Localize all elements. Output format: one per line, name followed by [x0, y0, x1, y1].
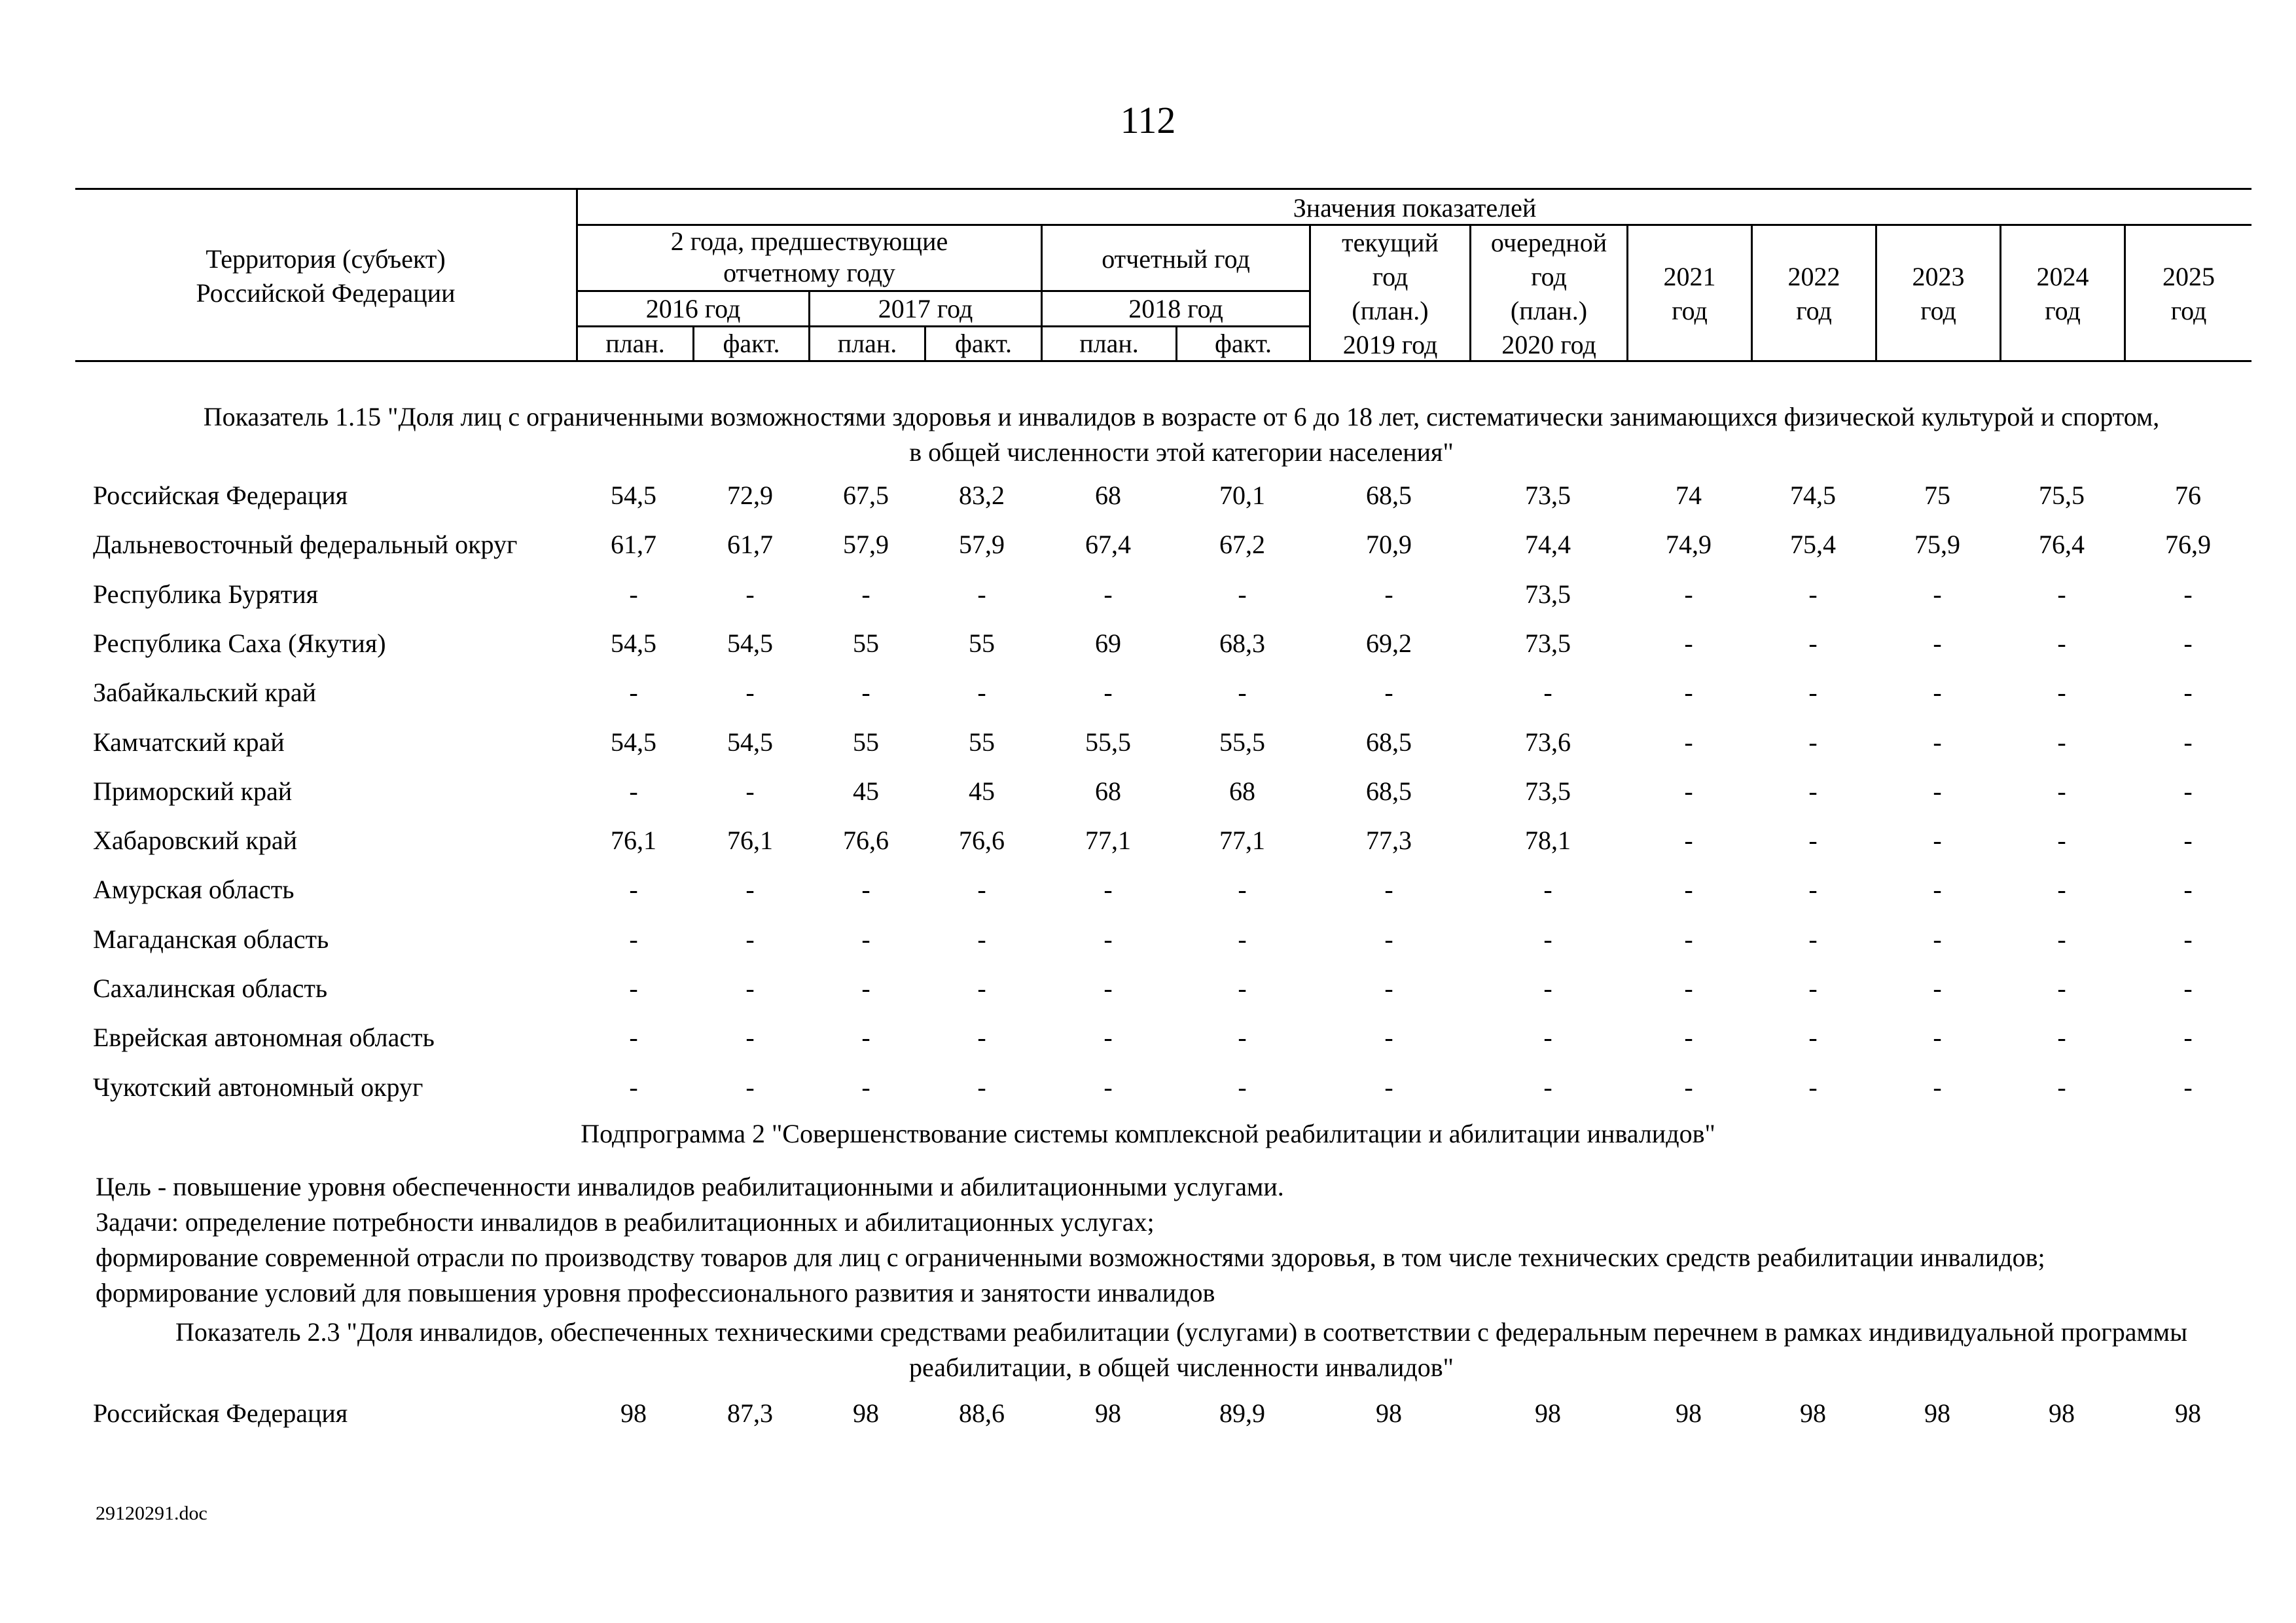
value-cell: - [861, 875, 870, 905]
value-cell: 98 [2175, 1398, 2201, 1428]
value-cell: - [2183, 826, 2193, 856]
value-cell: - [1238, 678, 1247, 708]
fact-label: факт. [723, 329, 780, 358]
next-year-line: очередной [1490, 228, 1607, 257]
value-cell: - [977, 678, 986, 708]
value-cell: - [2057, 678, 2066, 708]
value-cell: - [2057, 826, 2066, 856]
value-cell: - [2057, 1072, 2066, 1102]
value-cell: - [2057, 579, 2066, 609]
value-cell: - [745, 974, 755, 1003]
value-cell: 73,5 [1525, 776, 1571, 806]
value-cell: - [861, 974, 870, 1003]
year-2016-label: 2016 год [645, 294, 741, 323]
year-number: 2023 [1912, 262, 1965, 291]
value-cell: - [2057, 875, 2066, 905]
indicator-title-line: в общей численности этой категории населения" [909, 437, 1454, 467]
value-cell: - [1933, 875, 1942, 905]
value-cell: - [1808, 974, 1818, 1003]
value-cell: - [1808, 628, 1818, 658]
value-cell: - [1808, 776, 1818, 806]
table-row [0, 1022, 2296, 1061]
value-cell: 55 [853, 727, 879, 757]
value-cell: 89,9 [1219, 1398, 1265, 1428]
value-cell: - [861, 924, 870, 954]
value-cell: 98 [853, 1398, 879, 1428]
value-cell: 67,2 [1219, 530, 1265, 560]
table-row [0, 1398, 2296, 1437]
page-number: 112 [1120, 99, 1176, 141]
value-cell: 68,5 [1366, 776, 1412, 806]
value-cell: - [2183, 924, 2193, 954]
value-cell: - [745, 1072, 755, 1102]
table-row [0, 1072, 2296, 1111]
value-cell: - [1384, 1072, 1393, 1102]
region-name: Республика Саха (Якутия) [93, 628, 386, 658]
value-cell: - [1808, 1023, 1818, 1053]
subprogram-goals [96, 1169, 2045, 1311]
value-cell: - [861, 579, 870, 609]
value-cell: - [2183, 875, 2193, 905]
value-cell: - [2057, 776, 2066, 806]
value-cell: - [1103, 579, 1113, 609]
table-row [0, 480, 2296, 519]
value-cell: 57,9 [843, 530, 889, 560]
value-cell: 75,4 [1790, 530, 1836, 560]
value-cell: 77,1 [1219, 826, 1265, 856]
indicator-title-line: реабилитации, в общей численности инвалидов" [909, 1353, 1454, 1382]
value-cell: - [1103, 1023, 1113, 1053]
value-cell: - [1543, 1072, 1552, 1102]
value-cell: - [2183, 678, 2193, 708]
value-cell: 98 [1535, 1398, 1561, 1428]
value-cell: 75 [1924, 481, 1950, 510]
value-cell: 76,1 [727, 826, 773, 856]
value-cell: 69 [1095, 628, 1121, 658]
value-cell: 45 [853, 776, 879, 806]
value-cell: 76,6 [843, 826, 889, 856]
table-row [0, 973, 2296, 1012]
value-cell: - [1933, 1023, 1942, 1053]
value-cell: - [2057, 1023, 2066, 1053]
table-row [0, 529, 2296, 568]
value-cell: 55,5 [1085, 727, 1131, 757]
value-cell: - [1384, 579, 1393, 609]
next-year-label [1471, 226, 1626, 362]
indicator-1-15-title [79, 399, 2284, 470]
value-cell: - [1933, 924, 1942, 954]
table-row [0, 924, 2296, 963]
year-2025-label [2126, 260, 2251, 328]
value-cell: - [977, 875, 986, 905]
value-cell: 77,1 [1085, 826, 1131, 856]
value-cell: 55 [969, 628, 995, 658]
value-cell: 74,4 [1525, 530, 1571, 560]
value-cell: 78,1 [1525, 826, 1571, 856]
value-cell: 87,3 [727, 1398, 773, 1428]
value-cell: 98 [1095, 1398, 1121, 1428]
value-cell: 74,9 [1666, 530, 1712, 560]
value-cell: - [1384, 1023, 1393, 1053]
value-cell: 75,9 [1914, 530, 1960, 560]
value-cell: 68,5 [1366, 727, 1412, 757]
year-word: год [2170, 296, 2207, 325]
value-cell: 68,3 [1219, 628, 1265, 658]
year-2024-label [2001, 260, 2124, 328]
two-years-line: отчетному году [723, 258, 895, 287]
value-cell: - [745, 924, 755, 954]
value-cell: 98 [1376, 1398, 1402, 1428]
indicator-title-line: Показатель 1.15 "Доля лиц с ограниченными возможностями здоровья и инвалидов в возрасте от 6 до 18 лет, систематически занимающихся физической культурой и спортом, [203, 402, 2160, 431]
value-cell: - [1933, 974, 1942, 1003]
year-word: год [1796, 296, 1832, 325]
value-cell: - [745, 1023, 755, 1053]
region-name: Чукотский автономный округ [93, 1072, 423, 1102]
value-cell: 88,6 [959, 1398, 1005, 1428]
value-cell: - [1808, 727, 1818, 757]
year-number: 2022 [1787, 262, 1840, 291]
value-cell: 68 [1095, 481, 1121, 510]
value-cell: - [2183, 776, 2193, 806]
value-cell: - [2183, 727, 2193, 757]
value-cell: - [629, 974, 638, 1003]
value-cell: - [1684, 678, 1693, 708]
year-word: год [1672, 296, 1708, 325]
value-cell: - [1103, 924, 1113, 954]
year-number: 2025 [2162, 262, 2215, 291]
value-cell: - [977, 1023, 986, 1053]
value-cell: - [1543, 1023, 1552, 1053]
current-year-line: (план.) [1352, 296, 1429, 325]
year-word: год [2045, 296, 2081, 325]
value-cell: - [629, 924, 638, 954]
plan-label: план. [837, 329, 897, 358]
value-cell: 68 [1095, 776, 1121, 806]
value-cell: - [2057, 974, 2066, 1003]
value-cell: 76,4 [2039, 530, 2085, 560]
value-cell: 69,2 [1366, 628, 1412, 658]
indicator-2-3-title [79, 1315, 2284, 1385]
value-cell: - [1933, 579, 1942, 609]
value-cell: - [1684, 628, 1693, 658]
year-2017-label: 2017 год [878, 294, 973, 323]
region-name: Российская Федерация [93, 481, 348, 510]
value-cell: - [1684, 924, 1693, 954]
value-cell: 75,5 [2039, 481, 2085, 510]
value-cell: - [1933, 628, 1942, 658]
table-row [0, 874, 2296, 913]
year-number: 2024 [2036, 262, 2089, 291]
value-cell: 72,9 [727, 481, 773, 510]
region-name: Республика Бурятия [93, 579, 319, 609]
value-cell: 54,5 [611, 481, 656, 510]
value-cell: 61,7 [611, 530, 656, 560]
value-cell: - [1543, 678, 1552, 708]
header-top-rule [75, 188, 2251, 190]
value-cell: - [2183, 1023, 2193, 1053]
report-year-label: отчетный год [1102, 244, 1250, 274]
value-cell: - [977, 579, 986, 609]
value-cell: - [1684, 776, 1693, 806]
plan-label: план. [605, 329, 665, 358]
value-cell: - [1684, 727, 1693, 757]
value-cell: - [1103, 1072, 1113, 1102]
value-cell: 83,2 [959, 481, 1005, 510]
value-cell: - [745, 678, 755, 708]
two-years-line: 2 года, предшествующие [670, 227, 948, 256]
table-row [0, 727, 2296, 766]
value-cell: - [1238, 875, 1247, 905]
goal-line: Цель - повышение уровня обеспеченности инвалидов реабилитационными и абилитационными услугами. [96, 1172, 1284, 1201]
fact-label: факт. [954, 329, 1013, 358]
value-cell: - [1684, 1072, 1693, 1102]
value-cell: - [861, 1023, 870, 1053]
value-cell: - [1384, 678, 1393, 708]
value-cell: - [1933, 776, 1942, 806]
value-cell: - [1384, 974, 1393, 1003]
value-cell: - [1238, 1023, 1247, 1053]
value-cell: 57,9 [959, 530, 1005, 560]
territory-label-line: Российской Федерации [196, 278, 456, 308]
value-cell: - [977, 924, 986, 954]
value-cell: - [745, 579, 755, 609]
region-name: Амурская область [93, 875, 295, 905]
value-cell: - [1384, 924, 1393, 954]
value-cell: 54,5 [611, 727, 656, 757]
year-2021-label [1628, 260, 1751, 328]
region-name: Сахалинская область [93, 974, 328, 1003]
value-cell: - [745, 776, 755, 806]
value-cell: 98 [620, 1398, 647, 1428]
value-cell: 54,5 [727, 727, 773, 757]
value-cell: 67,5 [843, 481, 889, 510]
value-cell: 73,5 [1525, 579, 1571, 609]
subprogram-title: Подпрограмма 2 "Совершенствование системы комплексной реабилитации и абилитации инвалидов" [581, 1119, 1715, 1148]
value-cell: - [2057, 628, 2066, 658]
value-cell: - [629, 1072, 638, 1102]
value-cell: - [1384, 875, 1393, 905]
region-name: Российская Федерация [93, 1398, 348, 1428]
value-cell: - [1103, 875, 1113, 905]
territory-label-line: Территория (субъект) [206, 244, 446, 274]
value-cell: 76,1 [611, 826, 656, 856]
next-year-line: год [1531, 262, 1567, 291]
year-word: год [1920, 296, 1956, 325]
value-cell: - [629, 776, 638, 806]
region-name: Еврейская автономная область [93, 1023, 435, 1053]
value-cell: 74 [1676, 481, 1702, 510]
fact-label: факт. [1214, 329, 1272, 358]
value-cell: 68 [1229, 776, 1255, 806]
value-cell: - [1238, 1072, 1247, 1102]
value-cell: - [745, 875, 755, 905]
value-cell: - [1684, 826, 1693, 856]
value-cell: - [2183, 974, 2193, 1003]
value-cell: - [1238, 924, 1247, 954]
value-cell: 73,5 [1525, 481, 1571, 510]
value-cell: - [629, 579, 638, 609]
value-cell: - [1543, 974, 1552, 1003]
current-year-line: год [1372, 262, 1408, 291]
value-cell: - [2183, 628, 2193, 658]
values-title: Значения показателей [1293, 193, 1537, 223]
value-cell: - [1808, 579, 1818, 609]
value-cell: 76 [2175, 481, 2201, 510]
region-name: Забайкальский край [93, 678, 317, 708]
value-cell: 61,7 [727, 530, 773, 560]
table-row [0, 579, 2296, 618]
value-cell: 98 [1800, 1398, 1826, 1428]
tasks-line: Задачи: определение потребности инвалидов в реабилитационных и абилитационных услугах; [96, 1207, 1155, 1237]
value-cell: - [1543, 875, 1552, 905]
table-row [0, 628, 2296, 667]
tasks-line: формирование условий для повышения уровня профессионального развития и занятости инвалидов [96, 1278, 1215, 1307]
value-cell: 98 [1924, 1398, 1950, 1428]
value-cell: - [1684, 579, 1693, 609]
region-name: Дальневосточный федеральный округ [93, 530, 518, 560]
current-year-line: 2019 год [1342, 330, 1438, 359]
value-cell: 55 [969, 727, 995, 757]
value-cell: - [1103, 678, 1113, 708]
value-cell: - [2057, 924, 2066, 954]
value-cell: - [1808, 875, 1818, 905]
value-cell: - [1808, 826, 1818, 856]
value-cell: - [1238, 579, 1247, 609]
value-cell: - [977, 1072, 986, 1102]
table-header [0, 0, 2296, 367]
table-row [0, 825, 2296, 864]
region-name: Камчатский край [93, 727, 285, 757]
region-name: Хабаровский край [93, 826, 297, 856]
value-cell: - [1933, 678, 1942, 708]
value-cell: - [1933, 1072, 1942, 1102]
tasks-line: формирование современной отрасли по производству товаров для лиц с ограниченными возможностями здоровья, в том числе технических средств реабилитации инвалидов; [96, 1243, 2045, 1272]
year-2023-label [1877, 260, 2000, 328]
region-name: Магаданская область [93, 924, 329, 954]
plan-label: план. [1079, 329, 1139, 358]
value-cell: 45 [969, 776, 995, 806]
value-cell: 76,9 [2165, 530, 2211, 560]
value-cell: - [861, 1072, 870, 1102]
value-cell: 67,4 [1085, 530, 1131, 560]
value-cell: - [629, 1023, 638, 1053]
value-cell: - [1808, 678, 1818, 708]
value-cell: - [1238, 974, 1247, 1003]
value-cell: - [861, 678, 870, 708]
value-cell: 54,5 [611, 628, 656, 658]
table-row [0, 677, 2296, 716]
value-cell: - [1684, 875, 1693, 905]
value-cell: - [1808, 924, 1818, 954]
value-cell: - [2183, 1072, 2193, 1102]
value-cell: 98 [2049, 1398, 2075, 1428]
territory-label [75, 242, 576, 310]
value-cell: - [629, 678, 638, 708]
next-year-line: (план.) [1510, 296, 1588, 325]
value-cell: - [1103, 974, 1113, 1003]
value-cell: 73,6 [1525, 727, 1571, 757]
current-year-line: текущий [1342, 228, 1439, 257]
value-cell: 70,1 [1219, 481, 1265, 510]
year-2022-label [1753, 260, 1875, 328]
value-cell: - [1684, 974, 1693, 1003]
next-year-line: 2020 год [1501, 330, 1596, 359]
year-number: 2021 [1663, 262, 1716, 291]
value-cell: 70,9 [1366, 530, 1412, 560]
table-row [0, 776, 2296, 815]
value-cell: - [629, 875, 638, 905]
value-cell: 77,3 [1366, 826, 1412, 856]
value-cell: - [1933, 727, 1942, 757]
value-cell: - [1684, 1023, 1693, 1053]
two-years-label [578, 226, 1041, 289]
year-2018-label: 2018 год [1128, 294, 1223, 323]
value-cell: - [1808, 1072, 1818, 1102]
region-name: Приморский край [93, 776, 293, 806]
value-cell: 54,5 [727, 628, 773, 658]
value-cell: - [1933, 826, 1942, 856]
value-cell: 76,6 [959, 826, 1005, 856]
value-cell: 74,5 [1790, 481, 1836, 510]
indicator-title-line: Показатель 2.3 "Доля инвалидов, обеспеченных техническими средствами реабилитации (услугами) в соответствии с федеральным перечнем в рамках индивидуальной программы [175, 1317, 2187, 1347]
value-cell: 55,5 [1219, 727, 1265, 757]
current-year-label [1311, 226, 1469, 362]
value-cell: - [2057, 727, 2066, 757]
value-cell: - [1543, 924, 1552, 954]
value-cell: 68,5 [1366, 481, 1412, 510]
value-cell: 73,5 [1525, 628, 1571, 658]
value-cell: 98 [1676, 1398, 1702, 1428]
document-filename: 29120291.doc [96, 1503, 207, 1524]
value-cell: - [977, 974, 986, 1003]
value-cell: 55 [853, 628, 879, 658]
value-cell: - [2183, 579, 2193, 609]
